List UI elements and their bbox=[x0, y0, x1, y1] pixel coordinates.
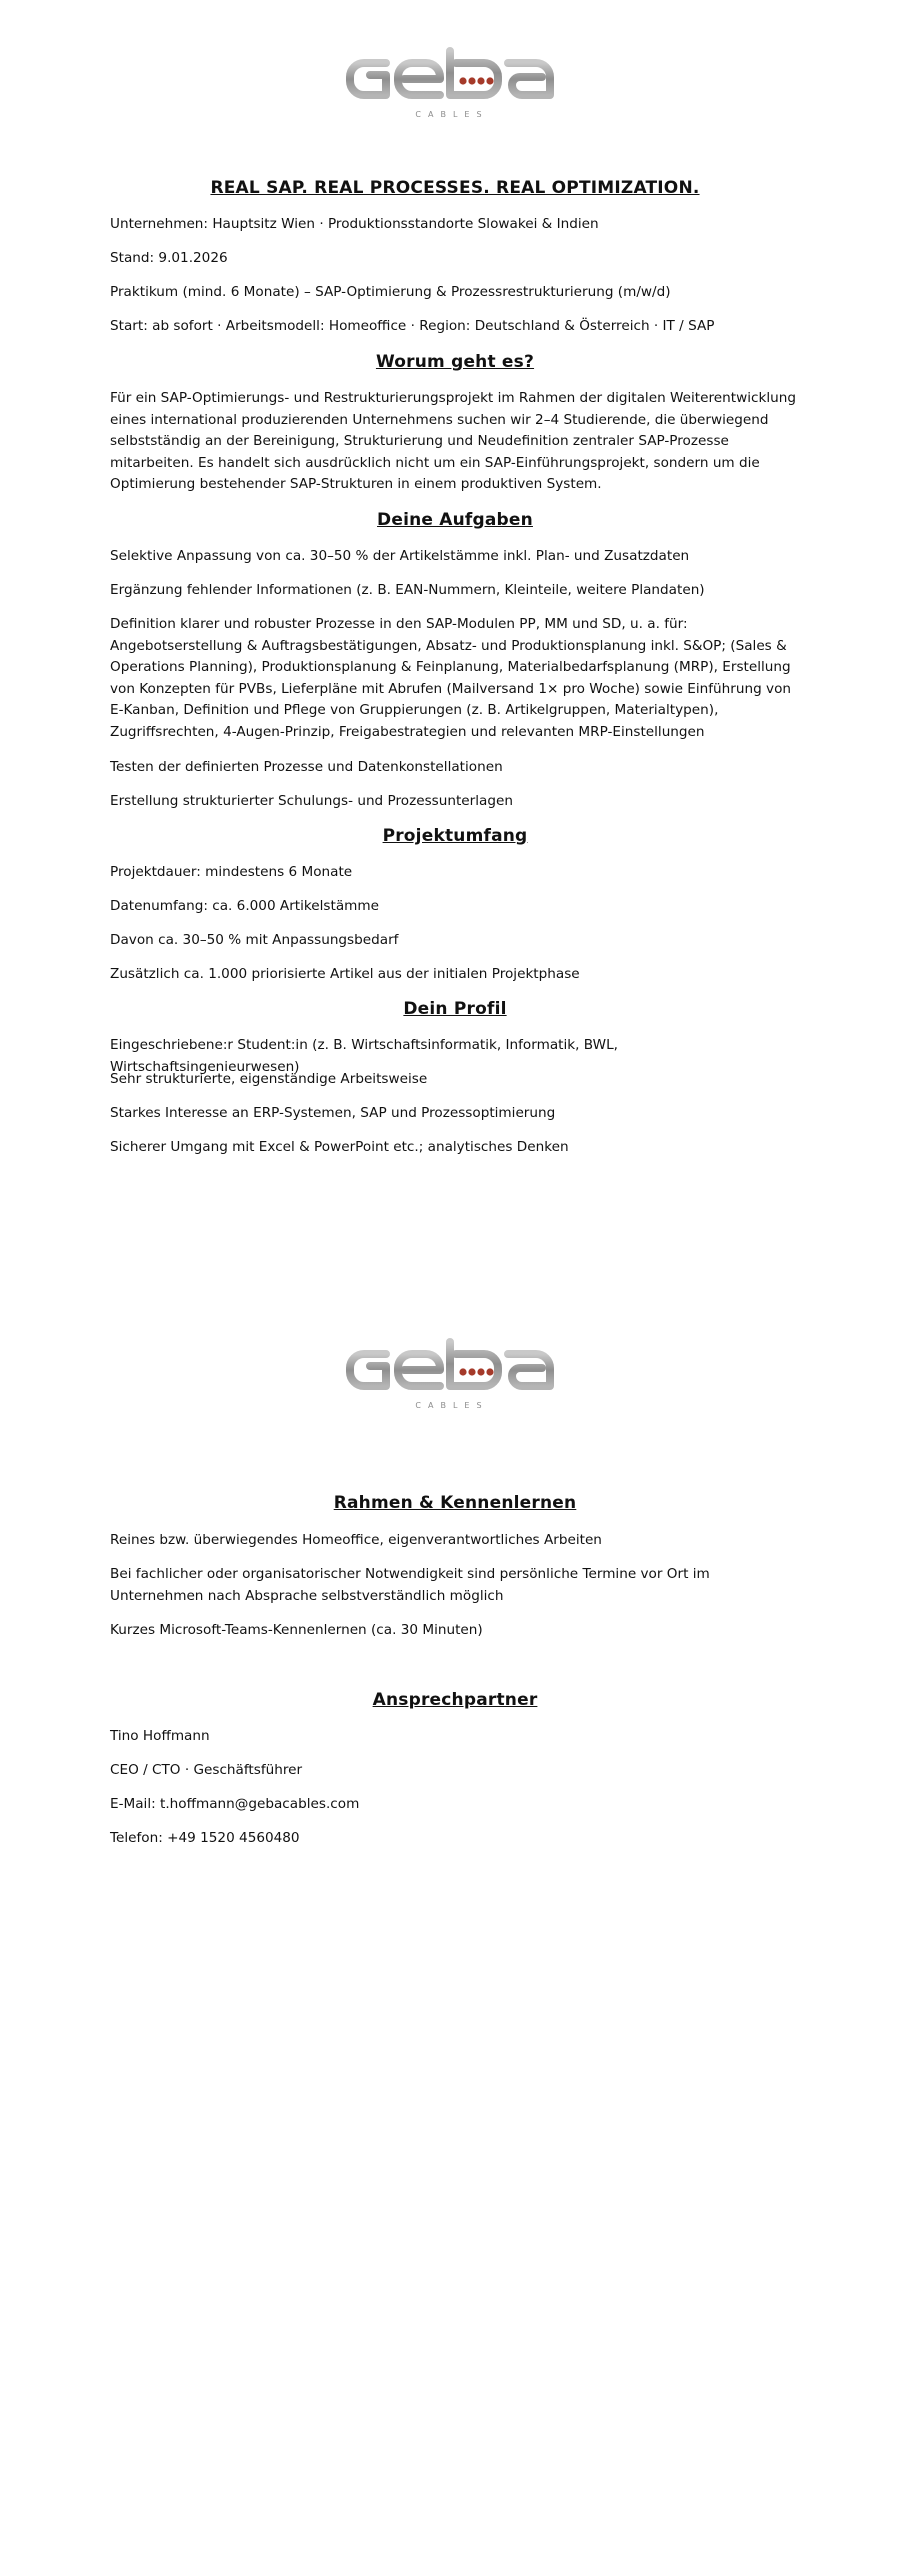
contact-role: CEO / CTO · Geschäftsführer bbox=[110, 1762, 303, 1778]
geba-logo-icon bbox=[342, 45, 562, 125]
logo-subtext: CABLES bbox=[415, 110, 489, 119]
section-title-profil: Dein Profil bbox=[403, 999, 507, 1019]
contact-phone: Telefon: +49 1520 4560480 bbox=[110, 1830, 300, 1846]
profil-item: Eingeschriebene:r Student:in (z. B. Wirtschaftsinformatik, Informatik, BWL, Wirtschaftsingenieurwesen) bbox=[110, 1037, 618, 1075]
section-title-worum: Worum geht es? bbox=[375, 352, 535, 372]
position-line: Praktikum (mind. 6 Monate) – SAP-Optimierung & Prozessrestrukturierung (m/w/d) bbox=[110, 284, 671, 300]
geba-cables-logo bbox=[342, 1336, 562, 1416]
umfang-item: Zusätzlich ca. 1.000 priorisierte Artikel aus der initialen Projektphase bbox=[110, 966, 580, 982]
umfang-item: Datenumfang: ca. 6.000 Artikelstämme bbox=[110, 898, 380, 914]
profil-item: Sicherer Umgang mit Excel & PowerPoint etc.; analytisches Denken bbox=[110, 1139, 569, 1155]
geba-cables-logo bbox=[342, 45, 562, 125]
profil-item: Starkes Interesse an ERP-Systemen, SAP und Prozessoptimierung bbox=[110, 1105, 556, 1121]
rahmen-item: Reines bzw. überwiegendes Homeoffice, eigenverantwortliches Arbeiten bbox=[110, 1532, 602, 1548]
aufgaben-item: Ergänzung fehlender Informationen (z. B. EAN-Nummern, Kleinteile, weitere Plandaten) bbox=[110, 582, 705, 598]
start-line: Start: ab sofort · Arbeitsmodell: Homeoffice · Region: Deutschland & Österreich · IT / SAP bbox=[110, 318, 715, 334]
section-title-aufgaben: Deine Aufgaben bbox=[377, 510, 533, 530]
profil-item: Sehr strukturierte, eigenständige Arbeitsweise bbox=[110, 1071, 428, 1087]
section-title-kontakt: Ansprechpartner bbox=[372, 1690, 538, 1710]
document-page-2 bbox=[0, 1290, 905, 2560]
headline: REAL SAP. REAL PROCESSES. REAL OPTIMIZATION. bbox=[210, 178, 700, 198]
contact-email[interactable]: E-Mail: t.hoffmann@gebacables.com bbox=[110, 1796, 360, 1812]
company-line: Unternehmen: Hauptsitz Wien · Produktionsstandorte Slowakei & Indien bbox=[110, 216, 599, 232]
date-line: Stand: 9.01.2026 bbox=[110, 250, 228, 266]
aufgaben-item: Testen der definierten Prozesse und Datenkonstellationen bbox=[110, 759, 503, 775]
worum-paragraph: Für ein SAP-Optimierungs- und Restrukturierungsprojekt im Rahmen der digitalen Weiterentwicklung eines international produzierenden Unternehmens suchen wir 2–4 Studierende, die überwiegend selbstständig an der Bereinigung, Strukturierung und Neudefinition zentraler SAP-Prozesse mitarbeiten. Es handelt sich ausdrücklich nicht um ein SAP-Einführungsprojekt, sondern um die Optimierung bestehender SAP-Strukturen in einem produktiven System. bbox=[110, 390, 796, 493]
contact-name: Tino Hoffmann bbox=[110, 1728, 210, 1744]
section-title-umfang: Projektumfang bbox=[382, 826, 528, 846]
section-title-rahmen: Rahmen & Kennenlernen bbox=[333, 1493, 577, 1513]
geba-logo-icon bbox=[342, 1336, 562, 1416]
umfang-item: Projektdauer: mindestens 6 Monate bbox=[110, 864, 353, 880]
rahmen-item: Bei fachlicher oder organisatorischer Notwendigkeit sind persönliche Termine vor Ort im Unternehmen nach Absprache selbstverständlich möglich bbox=[110, 1566, 710, 1604]
rahmen-item: Kurzes Microsoft-Teams-Kennenlernen (ca. 30 Minuten) bbox=[110, 1622, 483, 1638]
aufgaben-item: Erstellung strukturierter Schulungs- und Prozessunterlagen bbox=[110, 793, 513, 809]
aufgaben-item: Definition klarer und robuster Prozesse in den SAP-Modulen PP, MM und SD, u. a. für: Angebotserstellung & Auftragsbestätigungen, Absatz- und Produktionsplanung inkl. S&OP; (Sales & Operations Planning), Produktionsplanung & Feinplanung, Materialbedarfsplanung (MRP), Erstellung von Konzepten für PVBs, Lieferpläne mit Abrufen (Mailversand 1× pro Woche) sowie Einführung von E-Kanban, Definition und Pflege von Gruppierungen (z. B. Artikelgruppen, Materialtypen), Zugriffsrechten, 4-Augen-Prinzip, Freigabestrategien und relevanten MRP-Einstellungen bbox=[110, 616, 792, 740]
aufgaben-item: Selektive Anpassung von ca. 30–50 % der Artikelstämme inkl. Plan- und Zusatzdaten bbox=[110, 548, 690, 564]
logo-subtext: CABLES bbox=[415, 1401, 489, 1410]
umfang-item: Davon ca. 30–50 % mit Anpassungsbedarf bbox=[110, 932, 399, 948]
